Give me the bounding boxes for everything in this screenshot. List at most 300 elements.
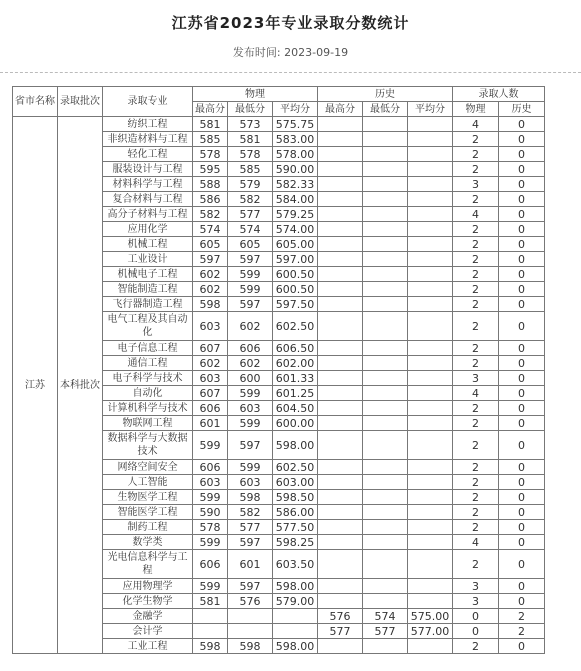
major-cell: 电子信息工程 [103,341,193,356]
cell-h-min [363,431,408,460]
cell-h-min: 577 [363,624,408,639]
major-cell: 服装设计与工程 [103,162,193,177]
cell-p-min: 599 [228,267,273,282]
cell-p-avg: 605.00 [273,237,318,252]
cell-c-p: 2 [453,475,499,490]
cell-c-p: 2 [453,222,499,237]
cell-p-avg: 579.00 [273,594,318,609]
cell-p-min [228,609,273,624]
cell-h-avg [408,192,453,207]
header-count-history: 历史 [499,102,545,117]
cell-p-avg: 584.00 [273,192,318,207]
cell-p-avg: 601.33 [273,371,318,386]
cell-h-max [318,177,363,192]
cell-h-avg [408,520,453,535]
cell-h-max [318,639,363,654]
cell-p-max: 606 [193,460,228,475]
cell-c-p: 2 [453,401,499,416]
cell-h-avg [408,117,453,132]
cell-c-p: 2 [453,237,499,252]
cell-h-max [318,520,363,535]
cell-h-min [363,356,408,371]
cell-h-avg [408,312,453,341]
major-cell: 机械工程 [103,237,193,252]
cell-c-h: 0 [499,282,545,297]
major-cell: 金融学 [103,609,193,624]
header-province: 省市名称 [13,87,58,117]
cell-p-max: 599 [193,579,228,594]
cell-p-min: 581 [228,132,273,147]
cell-h-max [318,341,363,356]
cell-p-min: 605 [228,237,273,252]
cell-h-max [318,237,363,252]
cell-h-max [318,475,363,490]
cell-h-max [318,386,363,401]
cell-p-avg: 577.50 [273,520,318,535]
cell-p-avg: 582.33 [273,177,318,192]
cell-c-p: 3 [453,177,499,192]
major-cell: 复合材料与工程 [103,192,193,207]
cell-h-min [363,639,408,654]
cell-c-h: 0 [499,117,545,132]
cell-p-max: 586 [193,192,228,207]
cell-p-min: 603 [228,401,273,416]
cell-p-avg: 574.00 [273,222,318,237]
cell-h-max [318,222,363,237]
cell-h-max [318,490,363,505]
major-cell: 自动化 [103,386,193,401]
cell-c-p: 2 [453,297,499,312]
cell-h-max [318,312,363,341]
cell-h-max [318,550,363,579]
major-cell: 智能制造工程 [103,282,193,297]
cell-h-min [363,132,408,147]
publish-date: 2023-09-19 [284,46,349,59]
header-history-min: 最低分 [363,102,408,117]
cell-p-max: 601 [193,416,228,431]
cell-p-max: 588 [193,177,228,192]
cell-c-h: 0 [499,520,545,535]
cell-p-min: 582 [228,505,273,520]
cell-c-h: 0 [499,192,545,207]
cell-c-p: 3 [453,579,499,594]
cell-p-max: 603 [193,371,228,386]
cell-c-h: 0 [499,312,545,341]
cell-p-min: 599 [228,416,273,431]
cell-p-min: 577 [228,520,273,535]
cell-h-avg [408,207,453,222]
cell-c-h: 2 [499,624,545,639]
cell-h-avg [408,550,453,579]
cell-c-p: 3 [453,594,499,609]
cell-p-max: 602 [193,356,228,371]
cell-h-min [363,282,408,297]
cell-p-max: 582 [193,207,228,222]
cell-h-min [363,341,408,356]
cell-h-avg [408,460,453,475]
cell-c-p: 2 [453,252,499,267]
cell-h-min [363,520,408,535]
header-physics-avg: 平均分 [273,102,318,117]
cell-c-p: 2 [453,356,499,371]
cell-c-p: 2 [453,147,499,162]
major-cell: 电气工程及其自动化 [103,312,193,341]
cell-h-min [363,401,408,416]
cell-c-h: 0 [499,207,545,222]
cell-h-max [318,535,363,550]
cell-h-max [318,356,363,371]
cell-h-avg [408,401,453,416]
table-row [13,117,545,132]
major-cell: 轻化工程 [103,147,193,162]
cell-p-avg: 575.75 [273,117,318,132]
cell-p-min: 599 [228,282,273,297]
cell-h-min [363,207,408,222]
cell-c-p: 3 [453,371,499,386]
cell-p-avg: 597.00 [273,252,318,267]
major-cell: 计算机科学与技术 [103,401,193,416]
cell-p-min: 578 [228,147,273,162]
cell-h-max [318,594,363,609]
cell-h-max: 576 [318,609,363,624]
major-cell: 电子科学与技术 [103,371,193,386]
cell-p-min: 585 [228,162,273,177]
cell-h-avg [408,490,453,505]
cell-p-min: 597 [228,431,273,460]
cell-c-h: 0 [499,386,545,401]
cell-h-avg [408,147,453,162]
cell-c-p: 2 [453,520,499,535]
cell-p-min: 597 [228,535,273,550]
cell-h-max [318,401,363,416]
cell-p-avg: 590.00 [273,162,318,177]
cell-h-max [318,132,363,147]
cell-h-min [363,371,408,386]
header-physics-min: 最低分 [228,102,273,117]
header-batch: 录取批次 [58,87,103,117]
cell-c-h: 0 [499,222,545,237]
cell-h-avg [408,177,453,192]
cell-h-min [363,460,408,475]
cell-h-min [363,177,408,192]
province-cell: 江苏 [13,117,58,654]
cell-p-max: 599 [193,490,228,505]
cell-h-avg [408,639,453,654]
cell-c-h: 0 [499,297,545,312]
cell-p-avg: 598.50 [273,490,318,505]
cell-c-h: 0 [499,579,545,594]
cell-p-max: 602 [193,282,228,297]
cell-h-avg [408,162,453,177]
cell-p-min: 599 [228,386,273,401]
cell-p-avg: 600.00 [273,416,318,431]
cell-h-avg [408,297,453,312]
cell-h-avg [408,252,453,267]
cell-p-max: 602 [193,267,228,282]
cell-h-min [363,505,408,520]
cell-p-avg: 602.00 [273,356,318,371]
cell-h-max [318,282,363,297]
major-cell: 飞行器制造工程 [103,297,193,312]
cell-c-p: 2 [453,416,499,431]
cell-c-p: 2 [453,550,499,579]
cell-h-min [363,252,408,267]
cell-h-min [363,535,408,550]
cell-p-avg [273,609,318,624]
major-cell: 会计学 [103,624,193,639]
header-history: 历史 [318,87,453,102]
cell-p-avg: 604.50 [273,401,318,416]
cell-c-p: 2 [453,639,499,654]
cell-p-max: 595 [193,162,228,177]
cell-c-h: 0 [499,401,545,416]
cell-p-min: 598 [228,490,273,505]
publish-info [0,44,581,60]
divider [0,72,581,73]
cell-h-min [363,475,408,490]
header-physics: 物理 [193,87,318,102]
cell-p-avg: 586.00 [273,505,318,520]
cell-h-max [318,297,363,312]
cell-h-min [363,237,408,252]
cell-p-min [228,624,273,639]
major-cell: 机械电子工程 [103,267,193,282]
major-cell: 生物医学工程 [103,490,193,505]
cell-h-avg [408,535,453,550]
cell-h-avg [408,282,453,297]
cell-p-max: 598 [193,639,228,654]
cell-p-avg: 583.00 [273,132,318,147]
cell-h-avg [408,594,453,609]
cell-h-avg [408,341,453,356]
major-cell: 物联网工程 [103,416,193,431]
cell-h-max: 577 [318,624,363,639]
cell-p-min: 599 [228,460,273,475]
cell-c-p: 2 [453,282,499,297]
cell-h-avg [408,356,453,371]
cell-p-max: 603 [193,475,228,490]
cell-h-min [363,579,408,594]
cell-h-min [363,162,408,177]
cell-c-p: 2 [453,341,499,356]
cell-h-min [363,594,408,609]
cell-c-p: 0 [453,609,499,624]
score-table [12,86,545,654]
cell-c-h: 0 [499,252,545,267]
cell-p-max: 585 [193,132,228,147]
cell-c-h: 0 [499,177,545,192]
cell-h-min: 574 [363,609,408,624]
cell-c-p: 2 [453,460,499,475]
cell-h-max [318,117,363,132]
cell-h-avg: 575.00 [408,609,453,624]
cell-h-avg [408,416,453,431]
cell-h-avg [408,386,453,401]
cell-p-max: 581 [193,117,228,132]
cell-p-min: 597 [228,252,273,267]
cell-p-max: 599 [193,535,228,550]
cell-h-avg [408,505,453,520]
cell-c-h: 0 [499,237,545,252]
cell-c-p: 4 [453,117,499,132]
cell-c-h: 0 [499,594,545,609]
cell-c-p: 4 [453,207,499,222]
cell-p-avg: 602.50 [273,312,318,341]
cell-c-h: 0 [499,550,545,579]
cell-p-min: 602 [228,312,273,341]
header-count-physics: 物理 [453,102,499,117]
cell-p-max: 606 [193,401,228,416]
cell-c-p: 2 [453,162,499,177]
cell-p-avg: 603.00 [273,475,318,490]
major-cell: 化学生物学 [103,594,193,609]
header-history-avg: 平均分 [408,102,453,117]
cell-c-p: 2 [453,132,499,147]
header-physics-max: 最高分 [193,102,228,117]
cell-p-max: 599 [193,431,228,460]
cell-c-p: 2 [453,490,499,505]
cell-h-min [363,222,408,237]
cell-p-avg: 598.25 [273,535,318,550]
cell-p-min: 597 [228,579,273,594]
cell-h-min [363,117,408,132]
cell-c-h: 0 [499,132,545,147]
major-cell: 应用化学 [103,222,193,237]
cell-h-max [318,579,363,594]
cell-p-max: 581 [193,594,228,609]
cell-h-max [318,267,363,282]
cell-c-h: 0 [499,356,545,371]
cell-p-max: 578 [193,147,228,162]
cell-p-max: 574 [193,222,228,237]
major-cell: 应用物理学 [103,579,193,594]
cell-c-p: 4 [453,535,499,550]
cell-h-min [363,490,408,505]
cell-p-max: 606 [193,550,228,579]
cell-p-max: 578 [193,520,228,535]
cell-h-avg [408,267,453,282]
cell-c-h: 0 [499,341,545,356]
header-history-max: 最高分 [318,102,363,117]
cell-p-max: 597 [193,252,228,267]
cell-h-max [318,416,363,431]
major-cell: 智能医学工程 [103,505,193,520]
cell-p-max [193,624,228,639]
cell-p-avg: 600.50 [273,282,318,297]
cell-p-min: 582 [228,192,273,207]
cell-h-avg [408,237,453,252]
cell-c-h: 0 [499,162,545,177]
cell-c-p: 2 [453,505,499,520]
cell-p-avg: 603.50 [273,550,318,579]
cell-c-h: 0 [499,475,545,490]
major-cell: 工业工程 [103,639,193,654]
cell-p-max: 605 [193,237,228,252]
cell-p-max: 603 [193,312,228,341]
cell-p-avg: 598.00 [273,639,318,654]
cell-p-max: 607 [193,341,228,356]
cell-h-max [318,147,363,162]
cell-c-h: 0 [499,505,545,520]
cell-h-min [363,416,408,431]
cell-h-min [363,147,408,162]
cell-h-avg [408,431,453,460]
cell-p-avg: 600.50 [273,267,318,282]
cell-h-min [363,267,408,282]
cell-p-min: 600 [228,371,273,386]
cell-p-avg: 578.00 [273,147,318,162]
header-count: 录取人数 [453,87,545,102]
major-cell: 工业设计 [103,252,193,267]
header-major: 录取专业 [103,87,193,117]
cell-c-p: 0 [453,624,499,639]
cell-p-min: 603 [228,475,273,490]
cell-p-avg: 602.50 [273,460,318,475]
cell-c-p: 4 [453,386,499,401]
cell-p-avg: 597.50 [273,297,318,312]
cell-p-max: 607 [193,386,228,401]
major-cell: 数据科学与大数据技术 [103,431,193,460]
page-title: 江苏省2023年专业录取分数统计 [171,14,410,32]
cell-p-min: 602 [228,356,273,371]
cell-c-p: 2 [453,431,499,460]
cell-p-avg: 598.00 [273,431,318,460]
major-cell: 材料科学与工程 [103,177,193,192]
major-cell: 高分子材料与工程 [103,207,193,222]
cell-c-h: 2 [499,609,545,624]
cell-p-min: 606 [228,341,273,356]
major-cell: 通信工程 [103,356,193,371]
cell-p-max: 590 [193,505,228,520]
cell-h-avg [408,475,453,490]
cell-p-avg: 579.25 [273,207,318,222]
cell-h-min [363,550,408,579]
cell-c-h: 0 [499,460,545,475]
major-cell: 网络空间安全 [103,460,193,475]
cell-p-avg: 598.00 [273,579,318,594]
cell-p-min: 573 [228,117,273,132]
cell-h-avg [408,579,453,594]
major-cell: 纺织工程 [103,117,193,132]
cell-c-p: 2 [453,192,499,207]
cell-h-min [363,297,408,312]
cell-h-avg [408,371,453,386]
cell-h-max [318,252,363,267]
cell-h-min [363,192,408,207]
cell-c-h: 0 [499,267,545,282]
cell-c-h: 0 [499,535,545,550]
cell-h-max [318,431,363,460]
cell-p-min: 579 [228,177,273,192]
cell-h-max [318,460,363,475]
cell-p-max: 598 [193,297,228,312]
cell-p-avg [273,624,318,639]
major-cell: 数学类 [103,535,193,550]
cell-p-min: 601 [228,550,273,579]
publish-label: 发布时间: [232,46,281,59]
cell-c-h: 0 [499,147,545,162]
cell-c-h: 0 [499,639,545,654]
cell-c-h: 0 [499,371,545,386]
cell-p-min: 576 [228,594,273,609]
cell-p-min: 577 [228,207,273,222]
cell-p-min: 574 [228,222,273,237]
cell-c-p: 2 [453,312,499,341]
major-cell: 光电信息科学与工程 [103,550,193,579]
cell-p-avg: 601.25 [273,386,318,401]
cell-p-max [193,609,228,624]
major-cell: 非织造材料与工程 [103,132,193,147]
